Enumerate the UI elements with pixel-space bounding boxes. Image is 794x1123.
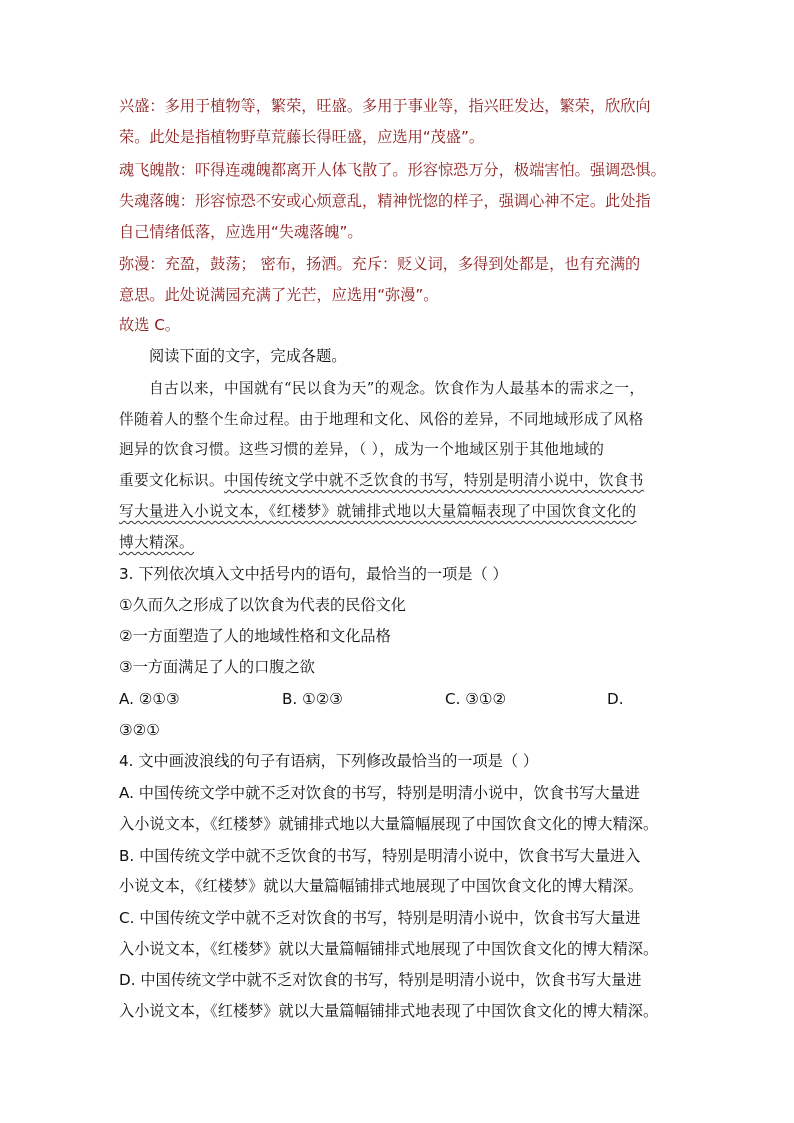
question-3-option-d-text[interactable]: ③②① <box>119 721 160 739</box>
explanation-line: 魂飞魄散：吓得连魂魄都离开人体飞散了。形容惊恐万分，极端害怕。强调恐惧。 <box>119 161 666 179</box>
answer-line: 故选 C。 <box>119 316 180 334</box>
explanation-line: 兴盛：多用于植物等，繁荣，旺盛。多用于事业等，指兴旺发达，繁荣，欣欣向 <box>119 97 651 115</box>
question-4-option-c-cont[interactable]: 入小说文本，《红楼梦》就以大量篇幅铺排式地展现了中国饮食文化的博大精深。 <box>119 940 659 958</box>
question-3-item: ①久而久之形成了以饮食为代表的民俗文化 <box>119 596 406 614</box>
question-4-option-b[interactable]: B. 中国传统文学中就不乏饮食的书写，特别是明清小说中，饮食书写大量进入 <box>119 847 641 865</box>
question-3-stem: 3. 下列依次填入文中括号内的语句，最恰当的一项是（ ） <box>119 565 508 583</box>
passage-line: 迥异的饮食习惯。这些习惯的差异，（ ），成为一个地域区别于其他地域的 <box>119 441 605 458</box>
passage-line: 自古以来，中国就有“民以食为天”的观念。饮食作为人最基本的需求之一， <box>149 380 645 397</box>
question-3-option-b[interactable]: B. ①②③ <box>282 690 343 708</box>
question-3-option-c[interactable]: C. ③①② <box>445 690 507 708</box>
question-3-option-d[interactable]: D. <box>607 690 624 708</box>
explanation-line: 弥漫：充盈，鼓荡； 密布，扬洒。充斥：贬义词，多得到处都是，也有充满的 <box>119 255 641 273</box>
question-3-item: ②一方面塑造了人的地域性格和文化品格 <box>119 627 391 645</box>
passage-line: 伴随着人的整个生命过程。由于地理和文化、风俗的差异，不同地域形成了风格 <box>119 411 644 428</box>
explanation-line: 失魂落魄：形容惊恐不安或心烦意乱，精神恍惚的样子，强调心神不定。此处指 <box>119 192 651 210</box>
question-3-item: ③一方面满足了人的口腹之欲 <box>119 658 315 676</box>
question-4-stem: 4. 文中画波浪线的句子有语病，下列修改最恰当的一项是（ ） <box>119 752 539 770</box>
question-4-option-a[interactable]: A. 中国传统文学中就不乏对饮食的书写，特别是明清小说中，饮食书写大量进 <box>119 784 640 802</box>
explanation-line: 意思。此处说满园充满了光芒，应选用“弥漫”。 <box>119 286 439 304</box>
question-4-option-b-cont[interactable]: 小说文本，《红楼梦》就以大量篇幅铺排式地展现了中国饮食文化的博大精深。 <box>119 877 643 895</box>
reading-intro: 阅读下面的文字，完成各题。 <box>149 347 347 365</box>
wavy-underlined-sentence: 写大量进入小说文本，《红楼梦》就铺排式地以大量篇幅表现了中国饮食文化的 <box>119 503 637 520</box>
question-4-option-d[interactable]: D. 中国传统文学中就不乏对饮食的书写，特别是明清小说中，饮食书写大量进 <box>119 971 642 989</box>
passage-line <box>119 533 194 553</box>
passage-line <box>119 502 636 522</box>
question-4-option-d-cont[interactable]: 入小说文本，《红楼梦》就以大量篇幅铺排式地表现了中国饮食文化的博大精深。 <box>119 1002 659 1020</box>
passage-text: 重要文化标识。 <box>119 472 224 489</box>
wavy-underlined-sentence: 中国传统文学中就不乏饮食的书写，特别是明清小说中，饮食书 <box>223 472 644 489</box>
explanation-line: 自己情绪低落，应选用“失魂落魄”。 <box>119 223 363 241</box>
question-4-option-a-cont[interactable]: 入小说文本，《红楼梦》就铺排式地以大量篇幅展现了中国饮食文化的博大精深。 <box>119 815 659 833</box>
question-3-option-a[interactable]: A. ②①③ <box>119 690 180 708</box>
question-4-option-c[interactable]: C. 中国传统文学中就不乏对饮食的书写，特别是明清小说中，饮食书写大量进 <box>119 909 641 927</box>
wavy-underlined-sentence: 博大精深。 <box>119 534 194 551</box>
explanation-line: 荣。此处是指植物野草荒藤长得旺盛，应选用“茂盛”。 <box>119 128 485 146</box>
passage-line <box>119 471 644 491</box>
